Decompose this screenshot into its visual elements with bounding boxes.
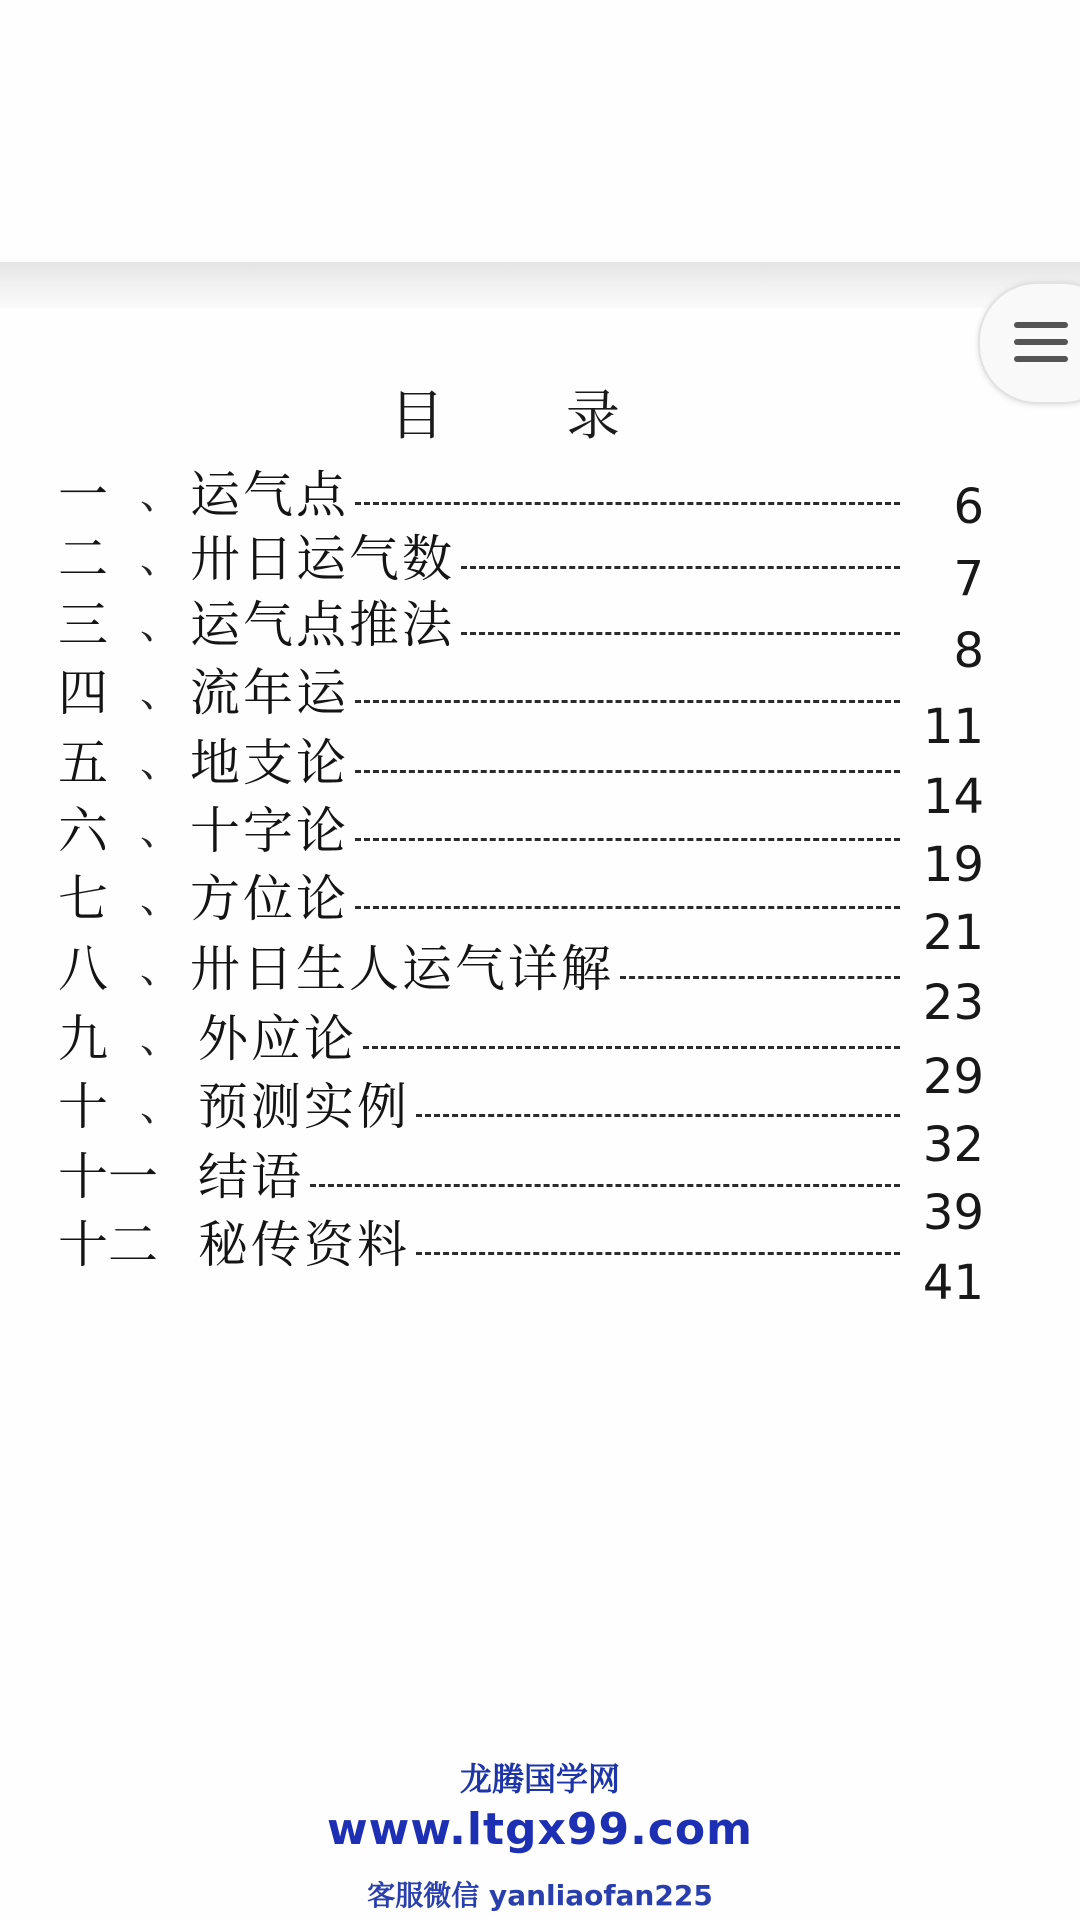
watermark-url: www.ltgx99.com: [327, 1804, 753, 1855]
toc-number: 六: [58, 802, 108, 860]
toc-leader: [461, 632, 900, 635]
toc-leader: [363, 1046, 900, 1049]
toc-separator: 、: [140, 1016, 180, 1062]
toc-number: 八: [58, 940, 108, 998]
toc-leader: [416, 1252, 900, 1255]
toc-separator: 、: [140, 536, 180, 582]
toc-number: 一: [58, 466, 108, 524]
hamburger-menu-icon: [1014, 322, 1068, 362]
toc-leader: [461, 566, 900, 569]
toc-page-number: 11: [922, 699, 984, 755]
toc-number: 四: [58, 664, 108, 722]
page-title-char: 录: [566, 384, 620, 447]
toc-title: 卅日生人运气详解: [190, 940, 614, 998]
toc-page-number: 8: [953, 623, 984, 679]
page-title: [390, 386, 620, 446]
toc-page-number: 23: [922, 975, 984, 1031]
toc-page-number: 14: [922, 769, 984, 825]
toc-number: 十二: [58, 1216, 158, 1274]
toc-title: 地支论: [190, 734, 349, 792]
viewer-top-band: [0, 262, 1080, 308]
watermark-contact: 客服微信 yanliaofan225: [367, 1879, 713, 1912]
toc-title: 运气点推法: [190, 596, 455, 654]
toc-separator: 、: [140, 946, 180, 992]
toc-title: 外应论: [198, 1010, 357, 1068]
toc-title: 流年运: [190, 664, 349, 722]
toc-separator: 、: [140, 670, 180, 716]
toc-title: 运气点: [190, 466, 349, 524]
toc-separator: 、: [140, 602, 180, 648]
toc-title: 十字论: [190, 802, 349, 860]
toc-page-number: 6: [953, 479, 984, 535]
toc-leader: [355, 906, 900, 909]
toc-page-number: 39: [922, 1185, 984, 1241]
toc-leader: [620, 976, 900, 979]
toc-title: 卅日运气数: [190, 530, 455, 588]
toc-number: 九: [58, 1010, 108, 1068]
toc-number: 五: [58, 734, 108, 792]
toc-leader: [355, 700, 900, 703]
toc-page-number: 7: [953, 551, 984, 607]
toc-page-number: 29: [922, 1049, 984, 1105]
toc-page-number: 41: [922, 1255, 984, 1311]
toc-number: 十: [58, 1078, 108, 1136]
page-title-char: 目: [390, 384, 444, 447]
toc-leader: [416, 1114, 900, 1117]
toc-separator: 、: [140, 1084, 180, 1130]
toc-separator: 、: [140, 808, 180, 854]
toc-title: 预测实例: [198, 1078, 410, 1136]
toc-separator: 、: [140, 740, 180, 786]
toc-page-number: 21: [922, 905, 984, 961]
toc-title: 方位论: [190, 870, 349, 928]
toc-number: 十一: [58, 1148, 158, 1206]
toc-page-number: 19: [922, 837, 984, 893]
toc-leader: [355, 770, 900, 773]
toc-separator: 、: [140, 876, 180, 922]
toc-number: 七: [58, 870, 108, 928]
toc-page-number: 32: [922, 1117, 984, 1173]
toc-leader: [310, 1184, 900, 1187]
toc-title: 结语: [198, 1148, 304, 1206]
toc-leader: [355, 502, 900, 505]
toc-number: 三: [58, 596, 108, 654]
toc-title: 秘传资料: [198, 1216, 410, 1274]
toc-separator: 、: [140, 472, 180, 518]
toc-leader: [355, 838, 900, 841]
toc-number: 二: [58, 530, 108, 588]
menu-button[interactable]: [978, 282, 1080, 404]
watermark-site-name: 龙腾国学网: [459, 1760, 620, 1798]
